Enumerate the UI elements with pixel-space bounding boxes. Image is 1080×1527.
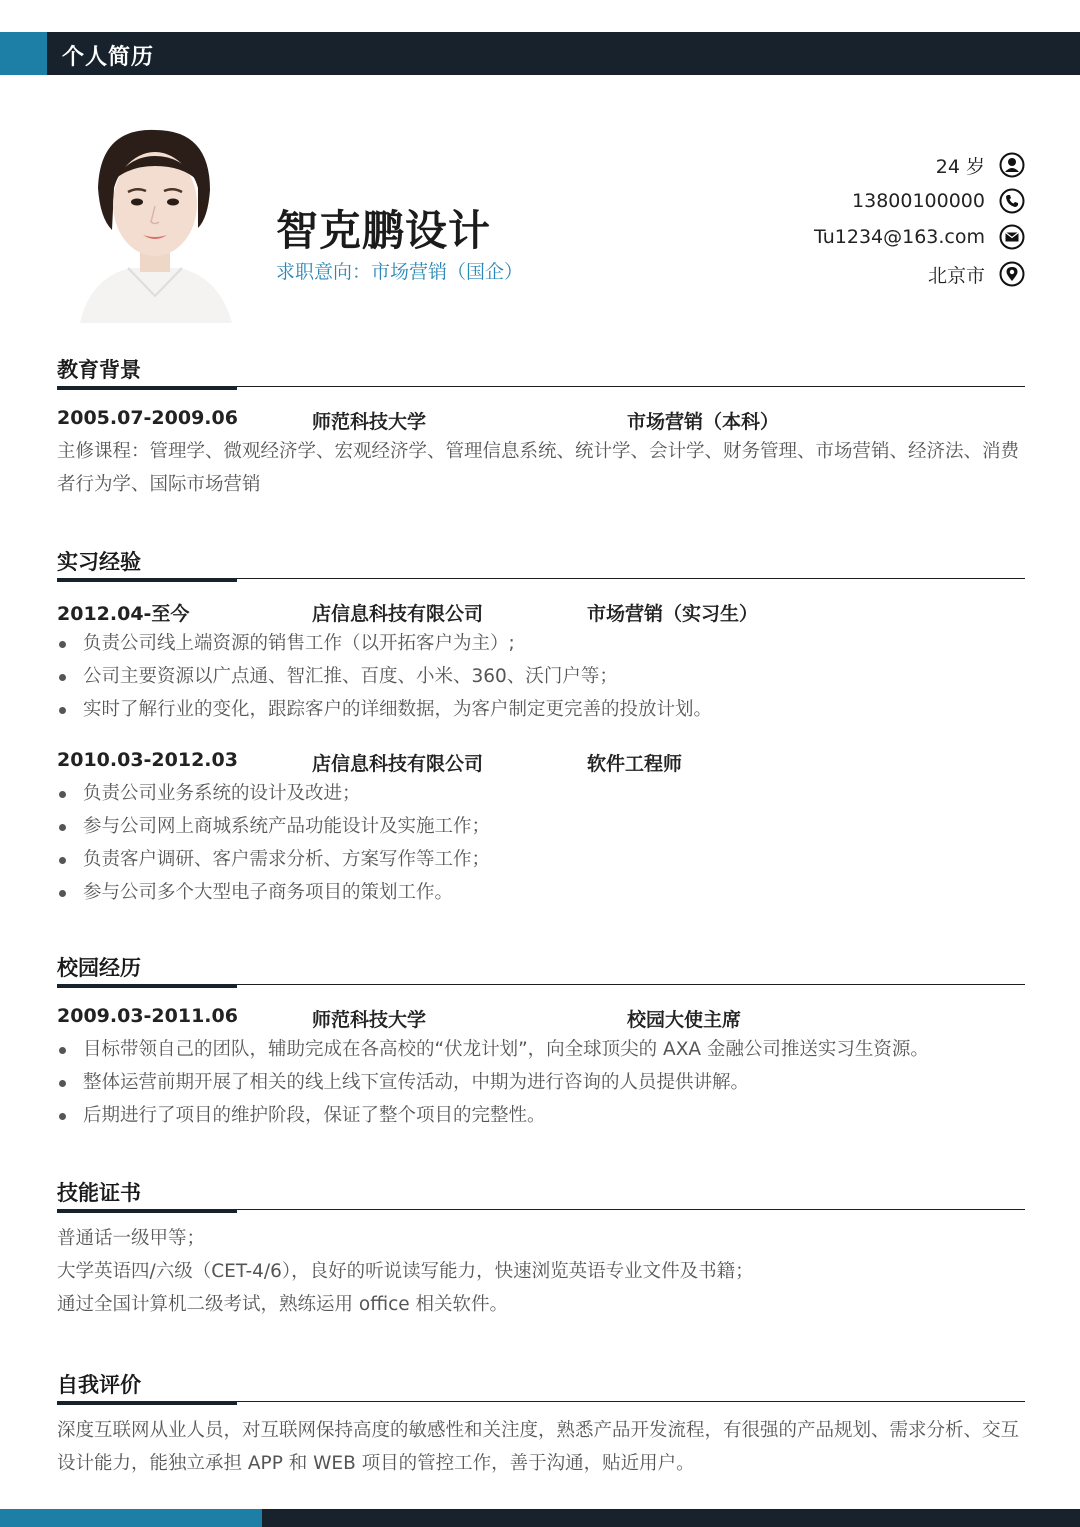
self-eval-section	[57, 1363, 1025, 1480]
location-pin-icon	[999, 261, 1025, 287]
period: 2005.07-2009.06	[57, 407, 238, 429]
contact-age	[936, 151, 1025, 179]
job-row	[57, 595, 1025, 627]
list-item: 公司主要资源以广点通、智汇推、百度、小米、360、沃门户等；	[57, 660, 1025, 693]
list-item: 整体运营前期开展了相关的线上线下宣传活动，中期为进行咨询的人员提供讲解。	[57, 1066, 1025, 1099]
section-underline	[57, 1401, 237, 1405]
header-bar	[0, 32, 1080, 75]
section-header	[57, 946, 1025, 985]
section-underline	[57, 578, 237, 582]
list-item: 后期进行了项目的维护阶段，保证了整个项目的完整性。	[57, 1099, 1025, 1132]
section-header	[57, 348, 1025, 387]
skill-line: 通过全国计算机二级考试，熟练运用 office 相关软件。	[57, 1294, 509, 1315]
contact-location	[928, 260, 1025, 288]
page-title: 个人简历	[62, 45, 155, 70]
contact-age-text: 24 岁	[935, 155, 985, 178]
contact-email	[814, 223, 1025, 251]
contact-phone	[852, 187, 1025, 215]
company: 店信息科技有限公司	[312, 753, 484, 775]
period: 2012.04-至今	[57, 603, 190, 625]
section-underline	[57, 1209, 237, 1213]
campus-row	[57, 1001, 1025, 1033]
candidate-name: 智克鹏设计	[276, 206, 492, 255]
section-title: 技能证书	[57, 1181, 141, 1205]
skill-line: 大学英语四/六级（CET-4/6），良好的听说读写能力，快速浏览英语专业文件及书籍；	[57, 1261, 754, 1282]
email-icon	[999, 224, 1025, 250]
section-title: 实习经验	[57, 550, 141, 574]
list-item: 目标带领自己的团队，辅助完成在各高校的“伏龙计划”，向全球顶尖的 AXA 金融公司推送实习生资源。	[57, 1033, 1025, 1066]
courses-text: 主修课程：管理学、微观经济学、宏观经济学、管理信息系统、统计学、会计学、财务管理、市场营销、经济法、消费者行为学、国际市场营销	[57, 441, 1020, 495]
footer-accent	[0, 1509, 262, 1527]
section-underline	[57, 984, 237, 988]
list-item: 负责公司线上端资源的销售工作（以开拓客户为主）;	[57, 627, 1025, 660]
section-header	[57, 540, 1025, 579]
education-section	[57, 348, 1025, 501]
school: 师范科技大学	[312, 411, 427, 433]
section-title: 校园经历	[57, 956, 141, 980]
campus-section	[57, 946, 1025, 1132]
education-row	[57, 403, 1025, 435]
section-header	[57, 1171, 1025, 1210]
period: 2009.03-2011.06	[57, 1005, 238, 1027]
contact-location-text: 北京市	[927, 264, 985, 287]
period: 2010.03-2012.03	[57, 749, 238, 771]
list-item: 参与公司多个大型电子商务项目的策划工作。	[57, 876, 1025, 909]
user-icon	[999, 152, 1025, 178]
list-item: 负责客户调研、客户需求分析、方案写作等工作；	[57, 843, 1025, 876]
profile-photo	[70, 118, 240, 323]
role: 市场营销（实习生）	[587, 603, 759, 625]
section-header	[57, 1363, 1025, 1402]
contact-phone-text: 13800100000	[852, 190, 985, 212]
phone-icon	[999, 188, 1025, 214]
self-eval-text: 深度互联网从业人员，对互联网保持高度的敏感性和关注度，熟悉产品开发流程，有很强的产品规划、需求分析、交互设计能力，能独立承担 APP 和 WEB 项目的管控工作，善于沟通，贴近用户。	[57, 1420, 1020, 1474]
footer-bar	[0, 1509, 1080, 1527]
role: 校园大使主席	[627, 1009, 742, 1031]
role: 软件工程师	[587, 753, 683, 775]
internship-section	[57, 540, 1025, 909]
list-item: 实时了解行业的变化，跟踪客户的详细数据，为客户制定更完善的投放计划。	[57, 693, 1025, 726]
contact-email-text: Tu1234@163.com	[814, 226, 985, 248]
skills-section	[57, 1171, 1025, 1321]
job-intent: 求职意向：市场营销（国企）	[276, 261, 524, 283]
job-bullets	[57, 777, 1025, 909]
list-item: 负责公司业务系统的设计及改进；	[57, 777, 1025, 810]
header-accent	[0, 32, 47, 75]
skill-line: 普通话一级甲等；	[57, 1228, 206, 1249]
job-bullets	[57, 627, 1025, 726]
major: 市场营销（本科）	[627, 411, 780, 433]
list-item: 参与公司网上商城系统产品功能设计及实施工作；	[57, 810, 1025, 843]
section-underline	[57, 386, 237, 390]
section-title: 自我评价	[57, 1373, 141, 1397]
school: 师范科技大学	[312, 1009, 427, 1031]
section-title: 教育背景	[57, 358, 141, 382]
company: 店信息科技有限公司	[312, 603, 484, 625]
campus-bullets	[57, 1033, 1025, 1132]
job-row	[57, 745, 1025, 777]
